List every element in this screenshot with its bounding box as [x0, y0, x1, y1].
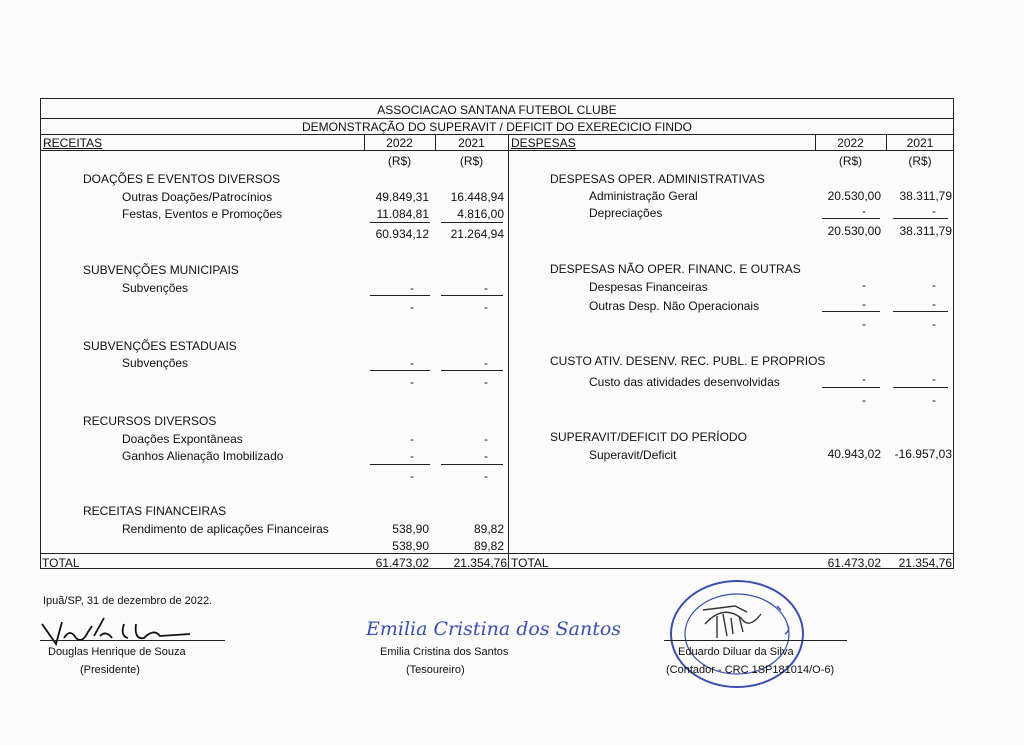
- subtotal-rule: [441, 370, 503, 371]
- subtotal-rule: [441, 464, 503, 465]
- value-2022: -: [862, 372, 866, 386]
- value-2021: 38.311,79: [899, 189, 952, 203]
- value-2022: -: [410, 356, 414, 370]
- value-2022: -: [862, 278, 866, 292]
- subtotal-rule: [370, 370, 430, 371]
- subtotal-2022: 538,90: [392, 539, 429, 553]
- year-2022: 2022: [837, 136, 864, 150]
- subtotal-rule: [441, 222, 503, 223]
- subtotal-2021: -: [484, 375, 488, 389]
- statement-table: [40, 98, 954, 569]
- year-2021: 2021: [458, 136, 485, 150]
- value-2022: -: [862, 297, 866, 311]
- value-2022: -: [862, 204, 866, 218]
- total-label: TOTAL: [511, 556, 549, 570]
- despesas-heading: DESPESAS: [511, 136, 576, 150]
- value-2021: -: [484, 281, 488, 295]
- line-label: Subvenções: [122, 356, 189, 370]
- subtotal-rule: [370, 222, 430, 223]
- signature-treasurer: Emilia Cristina dos Santos: [366, 618, 622, 640]
- line-label: Despesas Financeiras: [589, 280, 708, 294]
- signature-line: [664, 640, 847, 641]
- subtotal-2022: -: [862, 317, 866, 331]
- unit-label: (R$): [838, 154, 863, 168]
- value-2022: -: [410, 281, 414, 295]
- line-label: Ganhos Alienação Imobilizado: [122, 449, 284, 463]
- subtotal-rule: [370, 295, 430, 296]
- value-2021: 89,82: [473, 522, 504, 536]
- place-date: Ipuã/SP, 31 de dezembro de 2022.: [43, 595, 213, 607]
- value-2021: -: [932, 297, 936, 311]
- value-2021: -: [932, 204, 936, 218]
- value-2021: -: [932, 372, 936, 386]
- subtotal-rule: [893, 218, 948, 219]
- line-label: Rendimento de aplicações Financeiras: [122, 522, 329, 536]
- subtotal-2022: -: [862, 393, 866, 407]
- subtotal-2022: -: [410, 469, 414, 483]
- value-2021: 16.448,94: [450, 190, 504, 204]
- signer-role: (Presidente): [80, 664, 140, 676]
- subtotal-2021: -: [932, 317, 936, 331]
- total-2022: 61.473,02: [375, 556, 429, 570]
- year-2022: 2022: [386, 136, 413, 150]
- value-2022: -: [410, 449, 414, 463]
- group-title: RECEITAS FINANCEIRAS: [83, 504, 227, 518]
- signer-name: Douglas Henrique de Souza: [48, 646, 186, 658]
- subtotal-rule: [822, 387, 880, 388]
- subtotal-2021: 21.264,94: [450, 227, 504, 241]
- subtotal-2022: -: [410, 300, 414, 314]
- value-2021: -16.957,03: [894, 447, 952, 461]
- line-label: Superavit/Deficit: [589, 448, 677, 462]
- line-label: Outras Doações/Patrocínios: [122, 190, 273, 204]
- subtotal-rule: [441, 295, 503, 296]
- year-2021: 2021: [906, 136, 934, 150]
- value-2021: -: [484, 449, 488, 463]
- line-label: Administração Geral: [589, 189, 698, 203]
- signer-name: Emilia Cristina dos Santos: [380, 646, 509, 658]
- group-title: SUBVENÇÕES MUNICIPAIS: [83, 263, 239, 277]
- signer-name: Eduardo Diluar da Silva: [678, 646, 794, 658]
- subtotal-2022: 20.530,00: [827, 224, 881, 238]
- value-2022: 20.530,00: [827, 189, 881, 203]
- unit-label: (R$): [908, 154, 932, 168]
- value-2021: -: [484, 356, 488, 370]
- subtotal-rule: [893, 311, 948, 312]
- subtotal-rule: [822, 218, 880, 219]
- receitas-heading: RECEITAS: [43, 136, 103, 150]
- subtotal-2021: 38.311,79: [899, 224, 952, 238]
- header-divider: [40, 118, 954, 119]
- group-title: RECURSOS DIVERSOS: [83, 414, 217, 428]
- signature-line: [40, 640, 225, 641]
- signature-president: [40, 614, 230, 650]
- signer-role: (Tesoureiro): [406, 664, 465, 676]
- group-title: CUSTO ATIV. DESENV. REC. PUBL. E PROPRIOS: [550, 354, 826, 368]
- group-title: DESPESAS OPER. ADMINISTRATIVAS: [550, 172, 765, 186]
- value-2022: 49.849,31: [375, 190, 429, 204]
- total-2021: 21.354,76: [898, 556, 952, 570]
- line-label: Festas, Eventos e Promoções: [122, 207, 283, 221]
- org-name: ASSOCIACAO SANTANA FUTEBOL CLUBE: [377, 103, 617, 117]
- total-2021: 21.354,76: [453, 556, 507, 570]
- subtotal-2021: 89,82: [473, 539, 504, 553]
- line-label: Subvenções: [122, 281, 189, 295]
- subtotal-2021: -: [484, 469, 488, 483]
- value-2021: -: [484, 432, 488, 446]
- value-2022: -: [410, 432, 414, 446]
- unit-label: (R$): [387, 154, 412, 168]
- subtotal-rule: [822, 311, 880, 312]
- total-2022: 61.473,02: [827, 556, 881, 570]
- subtotal-2021: -: [484, 300, 488, 314]
- group-title: SUBVENÇÕES ESTADUAIS: [83, 339, 237, 353]
- group-title: SUPERAVIT/DEFICIT DO PERÍODO: [550, 430, 747, 444]
- subtotal-2022: 60.934,12: [375, 227, 429, 241]
- line-label: Doações Expontâneas: [122, 432, 243, 446]
- total-divider: [40, 553, 954, 554]
- title-divider: [40, 134, 954, 135]
- value-2022: 40.943,02: [827, 447, 881, 461]
- subtotal-2022: -: [410, 375, 414, 389]
- line-label: Outras Desp. Não Operacionais: [589, 299, 760, 313]
- value-2022: 11.084,81: [376, 207, 429, 221]
- signer-role: (Contador - CRC 1SP181014/O-6): [666, 664, 835, 676]
- statement-title: DEMONSTRAÇÃO DO SUPERAVIT / DEFICIT DO EXERECICIO FINDO: [301, 120, 693, 134]
- group-title: DESPESAS NÃO OPER. FINANC. E OUTRAS: [550, 262, 801, 276]
- value-2021: -: [932, 278, 936, 292]
- value-2021: 4.816,00: [457, 207, 504, 221]
- columns-divider: [40, 150, 954, 151]
- unit-label: (R$): [459, 154, 484, 168]
- subtotal-2021: -: [932, 393, 936, 407]
- total-label: TOTAL: [42, 556, 80, 570]
- center-divider: [508, 134, 509, 569]
- subtotal-rule: [893, 387, 948, 388]
- subtotal-rule: [370, 464, 430, 465]
- line-label: Custo das atividades desenvolvidas: [589, 375, 780, 389]
- value-2022: 538,90: [392, 522, 429, 536]
- line-label: Depreciações: [589, 206, 663, 220]
- group-title: DOAÇÕES E EVENTOS DIVERSOS: [83, 172, 281, 186]
